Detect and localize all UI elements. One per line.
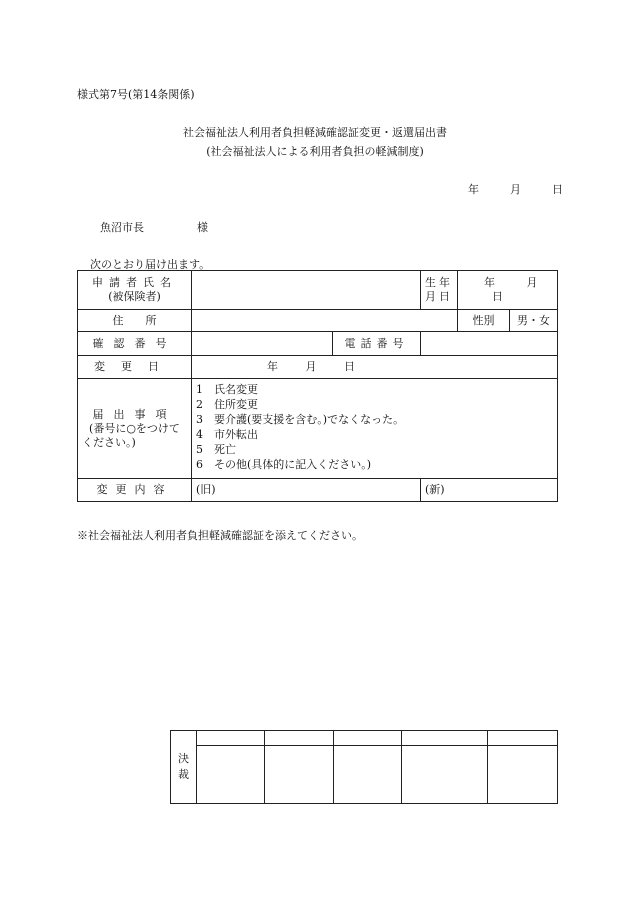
change-date-row bbox=[78, 356, 558, 379]
document-title: 社会福祉法人利用者負担軽減確認証変更・返還届出書 bbox=[183, 126, 447, 139]
approval-header-cell bbox=[488, 731, 558, 746]
change-date-field[interactable]: 年 月 日 bbox=[192, 356, 558, 379]
notice-item[interactable]: 4 市外転出 bbox=[196, 428, 258, 441]
phone-number-label: 電話番号 bbox=[333, 332, 421, 356]
notice-items-label: 届出事項 (番号に○をつけて ください。) bbox=[78, 379, 192, 479]
notification-form-table bbox=[77, 270, 558, 502]
approval-header-cell bbox=[334, 731, 402, 746]
approval-stamp-cell[interactable] bbox=[334, 746, 402, 804]
notice-item[interactable]: 5 死亡 bbox=[196, 443, 236, 456]
new-value-field[interactable] bbox=[421, 479, 558, 502]
address-row bbox=[78, 310, 558, 332]
new-label: (新) bbox=[425, 483, 445, 496]
confirmation-number-field[interactable] bbox=[192, 332, 333, 356]
approval-stamp-cell[interactable] bbox=[265, 746, 334, 804]
approval-stamp-cell[interactable] bbox=[197, 746, 265, 804]
notice-item[interactable]: 1 氏名変更 bbox=[196, 383, 258, 396]
addressee-name: 魚沼市長 bbox=[100, 221, 144, 234]
date-month: 月 bbox=[510, 183, 521, 196]
footnote: ※社会福祉法人利用者負担軽減確認証を添えてください。 bbox=[77, 529, 363, 542]
change-date-label: 変更日 bbox=[78, 356, 192, 379]
applicant-row bbox=[78, 271, 558, 310]
addressee-honorific: 様 bbox=[197, 221, 208, 234]
intro-text: 次のとおり届け出ます。 bbox=[90, 258, 211, 271]
approval-header-cell bbox=[402, 731, 488, 746]
address-field[interactable] bbox=[192, 310, 458, 332]
approval-stamp-table bbox=[170, 730, 558, 804]
notice-items-row bbox=[78, 379, 558, 479]
notice-item[interactable]: 6 その他(具体的に記入ください。) bbox=[196, 458, 372, 471]
applicant-label: 申請者氏名 (被保険者) bbox=[78, 271, 192, 310]
confirmation-number-label: 確認番号 bbox=[78, 332, 192, 356]
notice-item[interactable]: 2 住所変更 bbox=[196, 398, 258, 411]
confirmation-row bbox=[78, 332, 558, 356]
change-content-label: 変更内容 bbox=[78, 479, 192, 502]
date-day: 日 bbox=[552, 183, 563, 196]
approval-header-cell bbox=[197, 731, 265, 746]
approval-stamp-cell[interactable] bbox=[488, 746, 558, 804]
birthdate-field[interactable]: 年 月 日 bbox=[458, 271, 558, 310]
change-content-row bbox=[78, 479, 558, 502]
approval-header-cell bbox=[265, 731, 334, 746]
approval-stamp-cell[interactable] bbox=[402, 746, 488, 804]
applicant-name-field[interactable] bbox=[192, 271, 421, 310]
phone-number-field[interactable] bbox=[421, 332, 558, 356]
approval-label: 決 裁 bbox=[171, 731, 197, 804]
submission-date bbox=[468, 181, 563, 197]
form-number: 様式第7号(第14条関係) bbox=[77, 88, 195, 101]
sex-options[interactable]: 男・女 bbox=[510, 310, 558, 332]
document-subtitle: (社会福祉法人による利用者負担の軽減制度) bbox=[206, 145, 424, 158]
date-year: 年 bbox=[468, 183, 479, 196]
notice-item[interactable]: 3 要介護(要支援を含む。)でなくなった。 bbox=[196, 413, 405, 426]
notice-items-list bbox=[192, 379, 558, 479]
address-label: 住 所 bbox=[78, 310, 192, 332]
birthdate-label: 生年月日 bbox=[421, 271, 458, 310]
old-value-field[interactable] bbox=[192, 479, 421, 502]
sex-label: 性別 bbox=[458, 310, 510, 332]
old-label: (旧) bbox=[196, 483, 216, 496]
